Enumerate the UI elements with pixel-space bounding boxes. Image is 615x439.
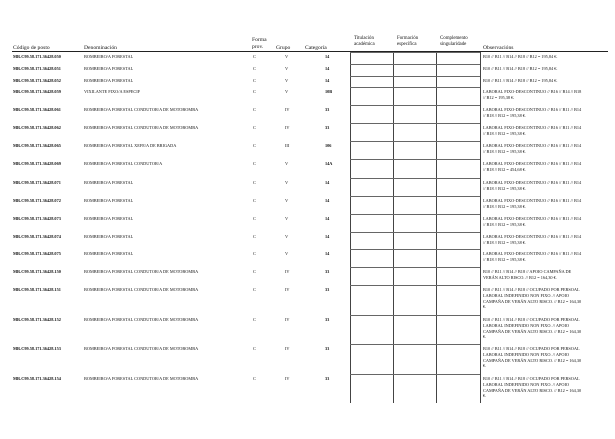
cell-codigo: MR.C99.58.171.36428.151 <box>13 287 61 292</box>
header-observacions: Observacións <box>483 45 514 51</box>
cell-observacions-line: LABORAL INDEFINIDO NON FIXO. // APOIO <box>483 351 570 357</box>
row-rule <box>350 105 480 106</box>
cell-grupo: V <box>285 180 289 185</box>
cell-observacions-line: €. <box>483 363 487 369</box>
cell-observacions-line: VERÁN ALTO RISCO. // B12 = 164,30 €. <box>483 274 557 280</box>
column-divider <box>480 52 481 403</box>
cell-denominacion: BOMBEIRO/A FORESTAL CONDUTOR/A DE MOTOBOMBA <box>84 269 199 274</box>
cell-grupo: IV <box>285 107 290 112</box>
row-rule <box>350 249 480 250</box>
cell-categoria: 14 <box>325 216 330 221</box>
cell-forma: C <box>253 180 256 185</box>
cell-observacions-line: // B18 // B12 = 454,68 €. <box>483 166 527 172</box>
cell-observacions-line: B10 // B11 // B14 // B18 // B12 = 195,84 €. <box>483 66 558 71</box>
cell-grupo: V <box>285 234 289 239</box>
cell-denominacion: BOMBEIRO/A FORESTAL <box>84 216 134 221</box>
cell-observacions-line: LABORAL FIXO-DESCONTINUO // B16 // B11 // B14 <box>483 234 582 239</box>
cell-grupo: V <box>285 251 289 256</box>
header-formacion-2: específica <box>397 42 417 47</box>
cell-observacions-line: LABORAL FIXO-DESCONTINUO // B16 // B11 // B14 <box>483 216 582 221</box>
cell-observacions-line: LABORAL FIXO-DESCONTINUO // B16 // B11 // B14 <box>483 198 582 203</box>
cell-denominacion: BOMBEIRO/A FORESTAL CONDUTOR/A DE MOTOBOMBA <box>84 317 199 322</box>
cell-forma: C <box>253 269 256 274</box>
cell-codigo: MR.C99.58.171.36428.152 <box>13 317 61 322</box>
cell-forma: C <box>253 143 256 148</box>
cell-observacions-line: // B18 // B12 = 195,38 €. <box>483 130 527 136</box>
cell-codigo: MR.C99.58.171.36428.062 <box>13 125 61 130</box>
cell-grupo: V <box>285 54 289 59</box>
cell-codigo: MR.C99.58.171.36428.072 <box>13 198 61 203</box>
cell-observacions-line: LABORAL FIXO-DESCONTINUO // B16 // B11 // B14 <box>483 143 582 148</box>
cell-observacions-line: // B18 // B12 = 195,38 €. <box>483 239 527 245</box>
cell-denominacion: BOMBEIRO/A FORESTAL XEFE/A DE BRIGADA <box>84 143 177 148</box>
cell-categoria: 33 <box>325 317 330 322</box>
cell-forma: C <box>253 78 256 83</box>
cell-observacions-line: // B18 // B12 = 195,38 €. <box>483 203 527 209</box>
cell-codigo: MR.C99.58.171.36428.069 <box>13 161 61 166</box>
cell-denominacion: VIXILANTE FIXO/A ESPECIF <box>84 89 141 94</box>
cell-grupo: IV <box>285 125 290 130</box>
header-codigo: Código de posto <box>13 45 50 51</box>
cell-categoria: 14 <box>325 180 330 185</box>
cell-codigo: MR.C99.58.171.36428.154 <box>13 376 61 381</box>
cell-observacions-line: €. <box>483 334 487 340</box>
cell-codigo: MR.C99.58.171.36428.052 <box>13 78 61 83</box>
cell-forma: C <box>253 125 256 130</box>
cell-categoria: 14 <box>325 234 330 239</box>
cell-denominacion: BOMBEIRO/A FORESTAL <box>84 251 134 256</box>
cell-observacions-line: CAMPAÑA DE VERÁN ALTO RISCO. // B12 = 164,30 <box>483 387 582 393</box>
row-rule <box>350 214 480 215</box>
cell-forma: C <box>253 107 256 112</box>
cell-observacions-line: CAMPAÑA DE VERÁN ALTO RISCO. // B12 = 164,30 <box>483 298 582 304</box>
cell-grupo: V <box>285 198 289 203</box>
row-rule <box>350 76 480 77</box>
row-rule <box>350 374 480 375</box>
cell-observacions-line: B10 // B11 // B14 // B18 // OCUPADO POR PERSOAL <box>483 317 580 322</box>
cell-denominacion: BOMBEIRO/A FORESTAL <box>84 78 134 83</box>
cell-grupo: V <box>285 216 289 221</box>
cell-categoria: 14 <box>325 54 330 59</box>
cell-observacions-line: LABORAL FIXO-DESCONTINUO // B16 // B11 // B14 <box>483 161 582 166</box>
header-complemento-1: Complemento <box>440 36 468 41</box>
cell-observacions-line: B10 // B11 // B14 // B18 // OCUPADO POR PERSOAL <box>483 287 580 292</box>
row-rule <box>350 232 480 233</box>
cell-observacions-line: B10 // B11 // B14 // B18 // OCUPADO POR PERSOAL <box>483 346 580 351</box>
cell-codigo: MR.C99.58.171.36428.065 <box>13 143 61 148</box>
header-forma-1: Forma <box>252 37 267 43</box>
cell-observacions-line: LABORAL FIXO-DESCONTINUO // B16 // B14 // B18 <box>483 89 582 94</box>
cell-categoria: 10B <box>325 89 333 94</box>
cell-codigo: MR.C99.58.171.36428.153 <box>13 346 61 351</box>
header-complemento-2: singularidade <box>440 42 467 47</box>
row-rule <box>350 52 480 53</box>
row-rule <box>350 267 480 268</box>
cell-denominacion: BOMBEIRO/A FORESTAL CONDUTOR/A DE MOTOBOMBA <box>84 346 199 351</box>
header-rule <box>12 51 608 52</box>
cell-grupo: IV <box>285 287 290 292</box>
cell-denominacion: BOMBEIRO/A FORESTAL CONDUTOR/A DE MOTOBOMBA <box>84 125 199 130</box>
cell-observacions-line: €. <box>483 304 487 310</box>
cell-denominacion: BOMBEIRO/A FORESTAL CONDUTOR/A DE MOTOBOMBA <box>84 107 199 112</box>
cell-observacions-line: LABORAL INDEFINIDO NON FIXO. // APOIO <box>483 292 570 298</box>
cell-observacions-line: LABORAL FIXO-DESCONTINUO // B16 // B11 // B14 <box>483 180 582 185</box>
cell-observacions-line: €. <box>483 393 487 399</box>
header-categoria: Categoría <box>305 45 327 51</box>
header-grupo: Grupo <box>276 45 291 51</box>
header-forma-2: prov. <box>252 44 264 50</box>
row-rule <box>350 315 480 316</box>
cell-forma: C <box>253 251 256 256</box>
cell-codigo: MR.C99.58.171.36428.073 <box>13 216 61 221</box>
row-rule <box>350 123 480 124</box>
cell-grupo: IV <box>285 269 290 274</box>
cell-denominacion: BOMBEIRO/A FORESTAL CONDUTOR/A <box>84 161 163 166</box>
cell-denominacion: BOMBEIRO/A FORESTAL <box>84 54 134 59</box>
cell-categoria: 14 <box>325 251 330 256</box>
cell-grupo: V <box>285 161 289 166</box>
cell-forma: C <box>253 234 256 239</box>
cell-codigo: MR.C99.58.171.36428.071 <box>13 180 61 185</box>
header-titulacion-2: académica <box>354 42 375 47</box>
cell-categoria: 33 <box>325 376 330 381</box>
header-formacion-1: Formación <box>397 36 419 41</box>
cell-categoria: 14 <box>325 66 330 71</box>
header-titulacion-1: Titulación <box>354 36 374 41</box>
row-rule <box>350 159 480 160</box>
cell-observacions-line: B10 // B11 // B14 // B18 // B12 = 195,84 €. <box>483 54 558 59</box>
cell-observacions-line: LABORAL FIXO-DESCONTINUO // B16 // B11 // B14 <box>483 251 582 256</box>
cell-forma: C <box>253 161 256 166</box>
cell-observacions-line: B10 // B11 // B14 // B18 // OCUPADO POR PERSOAL <box>483 376 580 381</box>
cell-grupo: V <box>285 89 289 94</box>
cell-forma: C <box>253 198 256 203</box>
row-rule <box>350 141 480 142</box>
cell-forma: C <box>253 287 256 292</box>
cell-forma: C <box>253 89 256 94</box>
cell-forma: C <box>253 54 256 59</box>
cell-codigo: MR.C99.58.171.36428.051 <box>13 66 61 71</box>
row-rule <box>350 178 480 179</box>
cell-grupo: V <box>285 78 289 83</box>
cell-categoria: 14 <box>325 78 330 83</box>
cell-codigo: MR.C99.58.171.36428.059 <box>13 89 61 94</box>
cell-forma: C <box>253 317 256 322</box>
cell-categoria: 33 <box>325 269 330 274</box>
cell-grupo: V <box>285 66 289 71</box>
cell-grupo: IV <box>285 317 290 322</box>
cell-categoria: 33 <box>325 287 330 292</box>
cell-denominacion: BOMBEIRO/A FORESTAL CONDUTOR/A DE MOTOBOMBA <box>84 376 199 381</box>
cell-denominacion: BOMBEIRO/A FORESTAL <box>84 198 134 203</box>
cell-observacions-line: B10 // B11 // B14 // B18 // B12 = 195,84 €. <box>483 78 558 83</box>
cell-observacions-line: CAMPAÑA DE VERÁN ALTO RISCO. // B12 = 164,30 <box>483 328 582 334</box>
cell-observacions-line: // B12 = 195,38 €. <box>483 94 515 100</box>
cell-codigo: MR.C99.58.171.36428.074 <box>13 234 61 239</box>
cell-grupo: IV <box>285 376 290 381</box>
row-rule <box>350 285 480 286</box>
cell-forma: C <box>253 66 256 71</box>
row-rule <box>350 64 480 65</box>
cell-observacions-line: // B18 // B12 = 195,38 €. <box>483 256 527 262</box>
cell-denominacion: BOMBEIRO/A FORESTAL <box>84 180 134 185</box>
row-rule <box>350 344 480 345</box>
cell-observacions-line: // B18 // B12 = 195,38 €. <box>483 148 527 154</box>
cell-categoria: 33 <box>325 107 330 112</box>
cell-observacions-line: LABORAL FIXO-DESCONTINUO // B16 // B11 // B14 <box>483 125 582 130</box>
cell-observacions-line: B10 // B11 // B14 // B18 // APOIO CAMPAÑA DE <box>483 269 572 274</box>
cell-forma: C <box>253 346 256 351</box>
cell-observacions-line: LABORAL INDEFINIDO NON FIXO. // APOIO <box>483 381 570 387</box>
cell-codigo: MR.C99.58.171.36428.061 <box>13 107 61 112</box>
cell-denominacion: BOMBEIRO/A FORESTAL <box>84 234 134 239</box>
cell-categoria: 33 <box>325 346 330 351</box>
cell-forma: C <box>253 376 256 381</box>
cell-codigo: MR.C99.58.171.36428.150 <box>13 269 61 274</box>
cell-categoria: 14A <box>325 161 333 166</box>
cell-categoria: 14 <box>325 198 330 203</box>
cell-observacions-line: LABORAL INDEFINIDO NON FIXO. // APOIO <box>483 322 570 328</box>
cell-denominacion: BOMBEIRO/A FORESTAL <box>84 66 134 71</box>
cell-codigo: MR.C99.58.171.36428.050 <box>13 54 61 59</box>
cell-observacions-line: // B18 // B12 = 195,38 €. <box>483 112 527 118</box>
cell-categoria: 106 <box>325 143 332 148</box>
cell-grupo: IV <box>285 346 290 351</box>
cell-codigo: MR.C99.58.171.36428.075 <box>13 251 61 256</box>
cell-observacions-line: // B18 // B12 = 195,38 €. <box>483 221 527 227</box>
cell-observacions-line: // B18 // B12 = 195,38 €. <box>483 185 527 191</box>
cell-denominacion: BOMBEIRO/A FORESTAL CONDUTOR/A DE MOTOBOMBA <box>84 287 199 292</box>
row-rule <box>350 87 480 88</box>
cell-grupo: III <box>285 143 290 148</box>
cell-categoria: 33 <box>325 125 330 130</box>
row-rule <box>350 196 480 197</box>
cell-observacions-line: LABORAL FIXO-DESCONTINUO // B16 // B11 // B14 <box>483 107 582 112</box>
header-denominacion: Denominación <box>84 45 117 51</box>
cell-forma: C <box>253 216 256 221</box>
cell-observacions-line: CAMPAÑA DE VERÁN ALTO RISCO. // B12 = 164,30 <box>483 357 582 363</box>
